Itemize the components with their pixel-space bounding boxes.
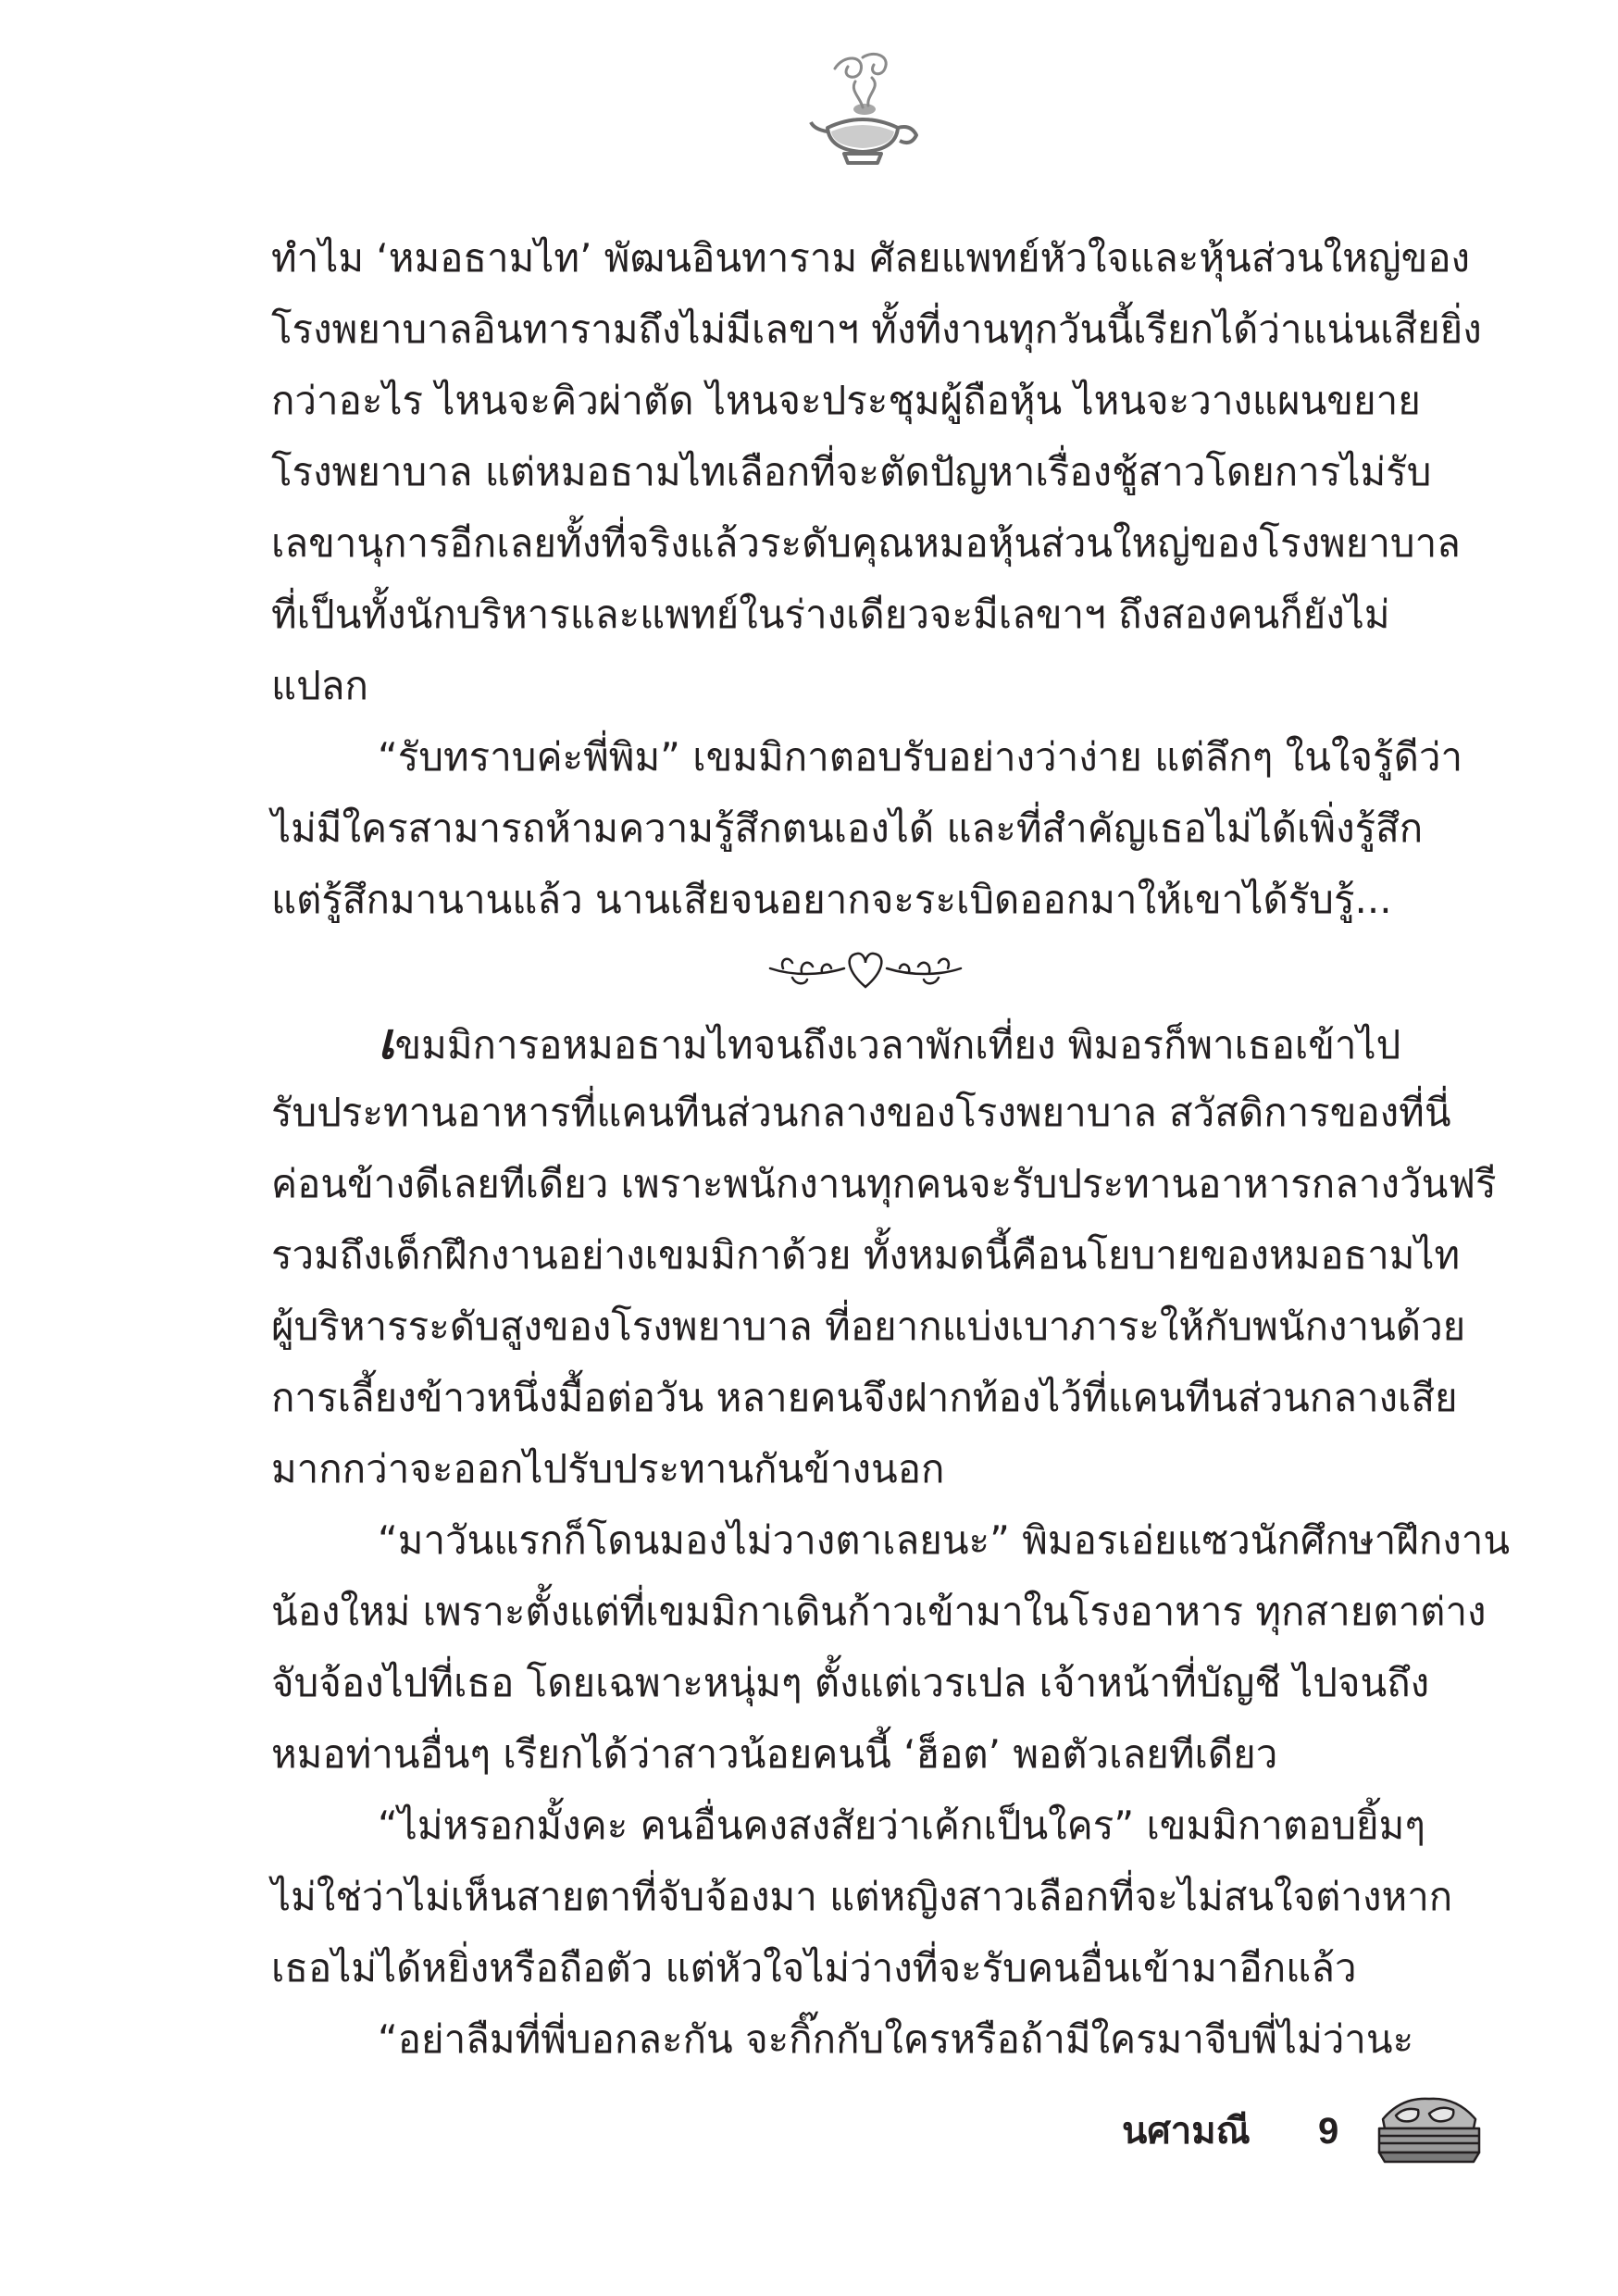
text-line: “อย่าลืมที่พี่บอกละกัน จะกิ๊กกับใครหรือถ้ามีใครมาจีบพี่ไม่ว่านะ (378, 2016, 1414, 2062)
text-line: เธอไม่ได้หยิ่งหรือถือตัว แต่หัวใจไม่ว่างที่จะรับคนอื่นเข้ามาอีกแล้ว (271, 1945, 1357, 1990)
paragraph-block-1 (271, 222, 1482, 935)
text-line: ที่เป็นทั้งนักบริหารและแพทย์ในร่างเดียวจะมีเลขาฯ ถึงสองคนก็ยังไม่ (271, 592, 1390, 637)
text-line: โรงพยาบาลอินทารามถึงไม่มีเลขาฯ ทั้งที่งานทุกวันนี้เรียกได้ว่าแน่นเสียยิ่ง (271, 306, 1482, 352)
text-line-rest: ขมมิการอหมอธามไทจนถึงเวลาพักเที่ยง พิมอรก็พาเธอเข้าไป (394, 1022, 1401, 1067)
text-line: โรงพยาบาล แต่หมอธามไทเลือกที่จะตัดปัญหาเรื่องชู้สาวโดยการไม่รับ (271, 449, 1432, 494)
drop-initial: เ (378, 1012, 395, 1070)
text-line: น้องใหม่ เพราะตั้งแต่ที่เขมมิกาเดินก้าวเข้ามาในโรงอาหาร ทุกสายตาต่าง (271, 1589, 1487, 1634)
text-line: “รับทราบค่ะพี่พิม” เขมมิกาตอบรับอย่างว่าง่าย แต่ลึกๆ ในใจรู้ดีว่า (378, 734, 1463, 780)
text-line: ผู้บริหารระดับสูงของโรงพยาบาล ที่อยากแบ่งเบาภาระให้กับพนักงานด้วย (271, 1304, 1466, 1349)
author-name: นศามณี (1122, 2110, 1251, 2152)
text-line: “ไม่หรอกมั้งคะ คนอื่นคงสงสัยว่าเค้กเป็นใคร” เขมมิกาตอบยิ้มๆ (378, 1803, 1425, 1848)
text-line: มากกว่าจะออกไปรับประทานกันข้างนอก (271, 1446, 945, 1491)
page-footer (1122, 2088, 1511, 2180)
text-line: เลขานุการอีกเลยทั้งที่จริงแล้วระดับคุณหมอหุ้นส่วนใหญ่ของโรงพยาบาล (271, 520, 1461, 566)
text-line: กว่าอะไร ไหนจะคิวผ่าตัด ไหนจะประชุมผู้ถือหุ้น ไหนจะวางแผนขยาย (271, 378, 1421, 423)
page-number: 9 (1318, 2111, 1339, 2152)
text-line: ทำไม ‘หมอธามไท’ พัฒนอินทาราม ศัลยแพทย์หัวใจและหุ้นส่วนใหญ่ของ (271, 235, 1471, 281)
text-line: รับประทานอาหารที่แคนทีนส่วนกลางของโรงพยาบาล สวัสดิการของที่นี่ (271, 1090, 1451, 1135)
text-line: หมอท่านอื่นๆ เรียกได้ว่าสาวน้อยคนนี้ ‘ฮ็อต’ พอตัวเลยทีเดียว (271, 1731, 1278, 1777)
text-line: จับจ้องไปที่เธอ โดยเฉพาะหนุ่มๆ ตั้งแต่เวรเปล เจ้าหน้าที่บัญชี ไปจนถึง (271, 1660, 1430, 1705)
text-line-with-drop-initial (271, 1005, 1475, 1077)
text-line: ไม่มีใครสามารถห้ามความรู้สึกตนเองได้ และที่สำคัญเธอไม่ได้เพิ่งรู้สึก (271, 805, 1424, 851)
text-line: “มาวันแรกก็โดนมองไม่วางตาเลยนะ” พิมอรเอ่ยแซวนักศึกษาฝึกงาน (378, 1517, 1511, 1563)
text-line: แปลก (271, 663, 368, 708)
text-line: แต่รู้สึกมานานแล้ว นานเสียจนอยากจะระเบิดออกมาให้เขาได้รับรู้... (271, 877, 1392, 922)
text-line: ค่อนข้างดีเลยทีเดียว เพราะพนักงานทุกคนจะรับประทานอาหารกลางวันฟรี (271, 1161, 1497, 1206)
floral-heart-divider-icon (765, 944, 966, 992)
bed-icon (1374, 2088, 1485, 2171)
text-line: การเลี้ยงข้าวหนึ่งมื้อต่อวัน หลายคนจึงฝากท้องไว้ที่แคนทีนส่วนกลางเสีย (271, 1375, 1458, 1420)
text-line: รวมถึงเด็กฝึกงานอย่างเขมมิกาด้วย ทั้งหมดนี้คือนโยบายของหมอธามไท (271, 1232, 1461, 1278)
genie-lamp-icon (807, 50, 922, 168)
text-line: ไม่ใช่ว่าไม่เห็นสายตาที่จับจ้องมา แต่หญิงสาวเลือกที่จะไม่สนใจต่างหาก (271, 1874, 1453, 1919)
paragraph-block-2 (271, 1005, 1511, 2075)
